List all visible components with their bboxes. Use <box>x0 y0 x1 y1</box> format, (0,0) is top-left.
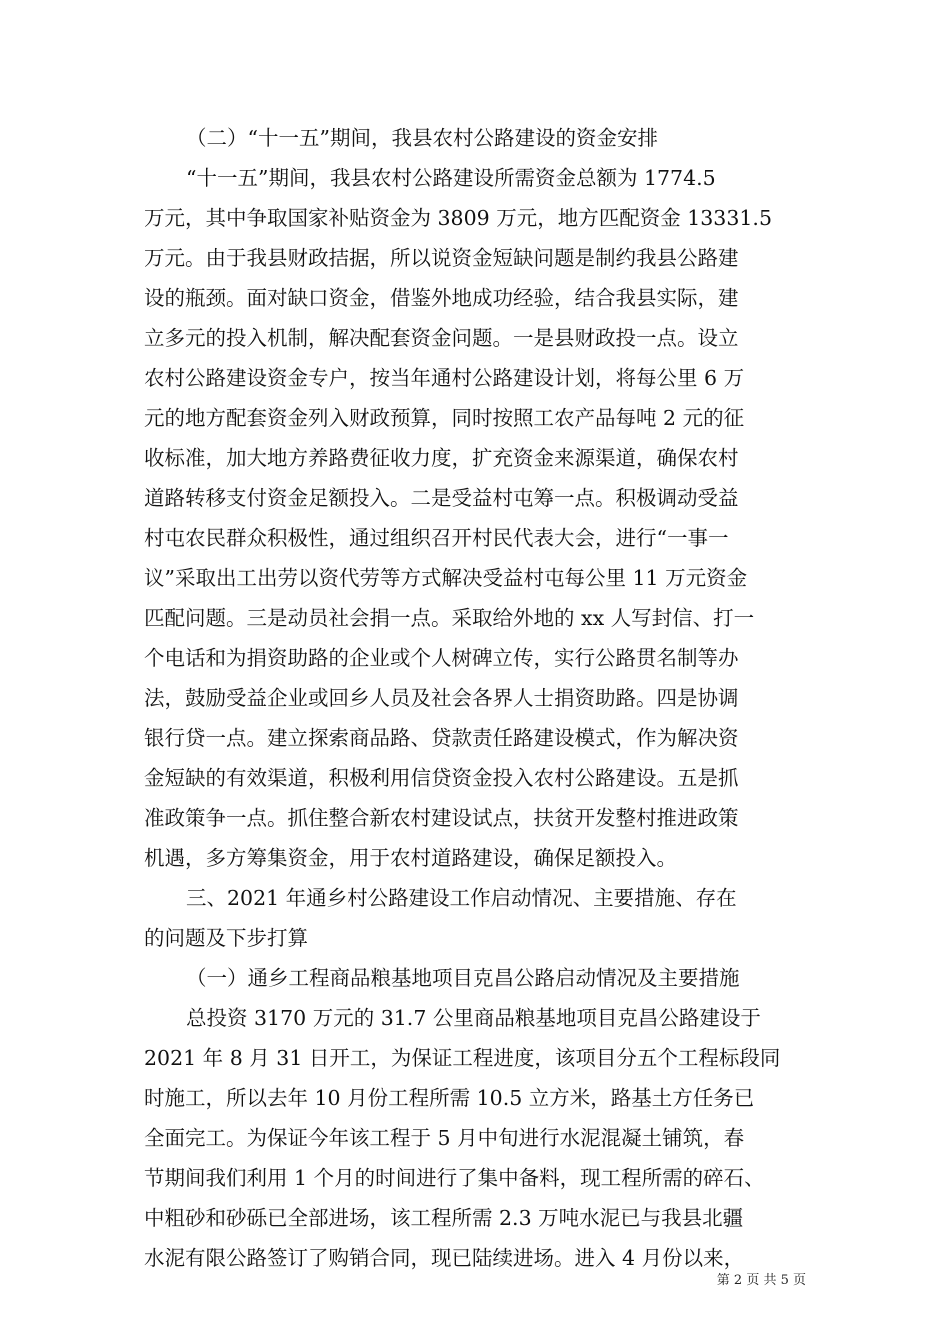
paragraph-line: 个电话和为捐资助路的企业或个人树碑立传，实行公路贯名制等办 <box>144 646 739 670</box>
paragraph-line: 设的瓶颈。面对缺口资金，借鉴外地成功经验，结合我县实际，建 <box>144 286 739 310</box>
paragraph-line: 村屯农民群众积极性，通过组织召开村民代表大会，进行“一事一 <box>144 526 729 550</box>
page-number-footer: 第 2 页 共 5 页 <box>716 1273 806 1288</box>
paragraph-line: 法，鼓励受益企业或回乡人员及社会各界人士捐资助路。四是协调 <box>144 686 739 710</box>
paragraph-line: 立多元的投入机制，解决配套资金问题。一是县财政投一点。设立 <box>144 326 739 350</box>
paragraph-line: 节期间我们利用 1 个月的时间进行了集中备料，现工程所需的碎石、 <box>144 1166 765 1190</box>
paragraph-line: 收标准，加大地方养路费征收力度，扩充资金来源渠道，确保农村 <box>144 446 739 470</box>
paragraph-line: 总投资 3170 万元的 31.7 公里商品粮基地项目克昌公路建设于 <box>186 1006 761 1030</box>
paragraph-line: 道路转移支付资金足额投入。二是受益村屯筹一点。积极调动受益 <box>144 486 739 510</box>
paragraph-line: 万元。由于我县财政拮据，所以说资金短缺问题是制约我县公路建 <box>144 246 739 270</box>
paragraph-line: 准政策争一点。抓住整合新农村建设试点，扶贫开发整村推进政策 <box>144 806 739 830</box>
paragraph-line: 全面完工。为保证今年该工程于 5 月中旬进行水泥混凝土铺筑，春 <box>144 1126 745 1150</box>
paragraph-line: 银行贷一点。建立探索商品路、贷款责任路建设模式，作为解决资 <box>144 726 739 750</box>
section-heading: 的问题及下步打算 <box>144 926 308 950</box>
paragraph-line: 水泥有限公路签订了购销合同，现已陆续进场。进入 4 月份以来， <box>144 1246 745 1270</box>
paragraph-line: 匹配问题。三是动员社会捐一点。采取给外地的 xx 人写封信、打一 <box>144 606 755 630</box>
paragraph-line: 议”采取出工出劳以资代劳等方式解决受益村屯每公里 11 万元资金 <box>144 566 748 590</box>
subsection-heading: （一）通乡工程商品粮基地项目克昌公路启动情况及主要措施 <box>186 966 740 990</box>
paragraph-line: 元的地方配套资金列入财政预算，同时按照工农产品每吨 2 元的征 <box>144 406 745 430</box>
paragraph-line: 2021 年 8 月 31 日开工，为保证工程进度，该项目分五个工程标段同 <box>144 1046 781 1070</box>
section-heading: （二）“十一五”期间，我县农村公路建设的资金安排 <box>186 126 658 150</box>
paragraph-line: 金短缺的有效渠道，积极利用信贷资金投入农村公路建设。五是抓 <box>144 766 739 790</box>
paragraph-line: 万元，其中争取国家补贴资金为 3809 万元，地方匹配资金 13331.5 <box>144 206 772 230</box>
paragraph-line: 机遇，多方筹集资金，用于农村道路建设，确保足额投入。 <box>144 846 677 870</box>
paragraph-line: 中粗砂和砂砾已全部进场，该工程所需 2.3 万吨水泥已与我县北疆 <box>144 1206 744 1230</box>
paragraph-line: 农村公路建设资金专户，按当年通村公路建设计划，将每公里 6 万 <box>144 366 745 390</box>
paragraph-line: “十一五”期间，我县农村公路建设所需资金总额为 1774.5 <box>186 166 716 190</box>
section-heading: 三、2021 年通乡村公路建设工作启动情况、主要措施、存在 <box>186 886 737 910</box>
paragraph-line: 时施工，所以去年 10 月份工程所需 10.5 立方米，路基土方任务已 <box>144 1086 755 1110</box>
